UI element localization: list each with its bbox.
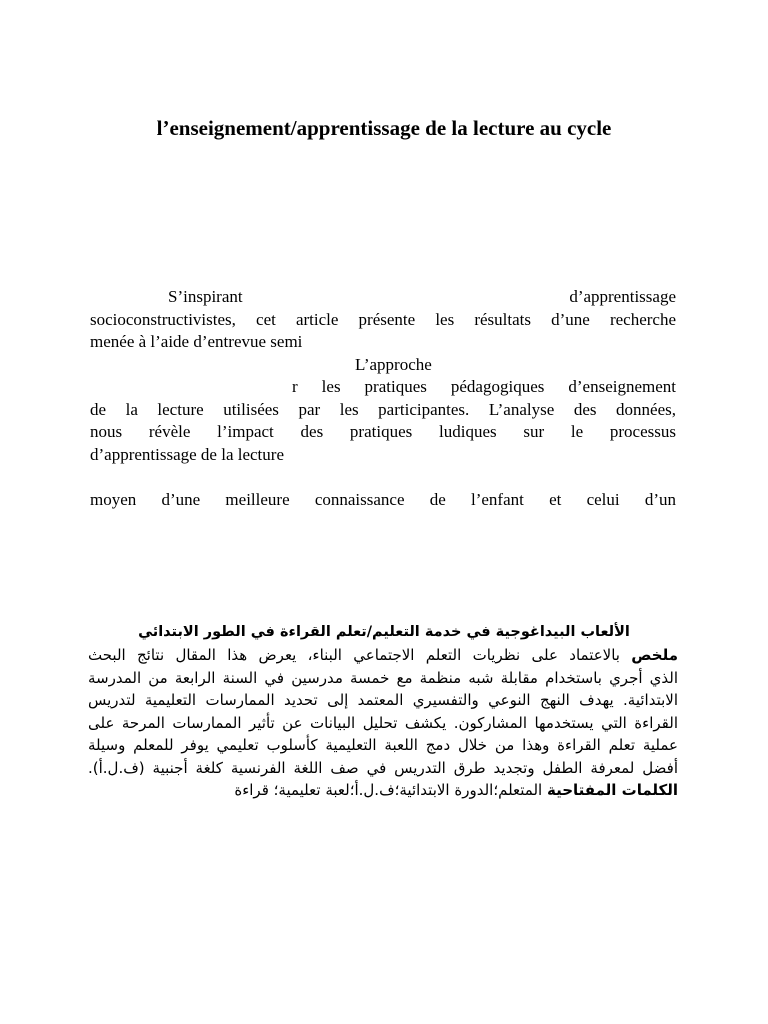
french-abstract (90, 286, 676, 511)
french-line-4-text: L’approche (355, 354, 432, 374)
french-line-5 (90, 376, 676, 399)
french-line-7: nous révèle l’impact des pratiques ludiques sur le processus (90, 422, 676, 441)
french-line-1 (90, 286, 676, 309)
arabic-line-3: الابتدائية. يهدف النهج النوعي والتفسيري المعتمد إلى تحديد الممارسات التعليمية لتدريس (88, 691, 678, 709)
french-line-9: moyen d’une meilleure connaissance de l’enfant et celui d’un (90, 489, 676, 509)
arabic-line-1 (88, 644, 678, 667)
arabic-line-6: أفضل لمعرفة الطفل وتجديد طرق التدريس في صف اللغة الفرنسية كلغة أجنبية (ف.ل.أ). (88, 758, 678, 777)
french-blank-line (90, 466, 676, 489)
arabic-line-1-text: بالاعتماد على نظريات التعلم الاجتماعي البناء، يعرض هذا المقال نتائج البحث (88, 646, 620, 664)
french-line-2: socioconstructivistes, cet article présente les résultats d’une recherche (90, 309, 676, 329)
french-line-1-left: S’inspirant (168, 287, 243, 306)
arabic-line-4: القراءة التي يستخدمها المشاركون. يكشف تحليل البيانات عن تأثير الممارسات المرحة على (88, 713, 678, 732)
arabic-abstract (88, 644, 678, 802)
french-line-8: d’apprentissage de la lecture (90, 444, 284, 464)
arabic-keywords: المتعلم؛الدورة الابتدائية؛ف.ل.أ؛لعبة تعليمية؛ قراءة (234, 781, 543, 799)
arabic-keywords-label: الكلمات المفتاحية (546, 781, 678, 799)
arabic-abstract-label: ملخص (631, 646, 678, 664)
french-line-6: de la lecture utilisées par les participantes. L’analyse des données, (90, 399, 676, 419)
french-line-4 (90, 354, 676, 377)
arabic-line-2: الذي أجري باستخدام مقابلة شبه منظمة مع خمسة مدرسين في السنة الرابعة من المدرسة (88, 668, 678, 687)
arabic-keywords-line (88, 779, 678, 802)
document-title: l’enseignement/apprentissage de la lecture au cycle (156, 116, 612, 140)
french-line-5-text: r les pratiques pédagogiques d’enseignement (292, 377, 676, 396)
french-line-1-right: d’apprentissage (569, 287, 676, 306)
arabic-title: الألعاب البيداغوجية في خدمة التعليم/تعلم القراءة في الطور الابتدائي (138, 624, 630, 640)
french-line-3: menée à l’aide d’entrevue semi (90, 332, 303, 351)
arabic-line-5: عملية تعلم القراءة وهذا من خلال دمج اللعبة التعليمية كأسلوب تعليمي يوفر للمعلم وسيلة (88, 736, 678, 754)
